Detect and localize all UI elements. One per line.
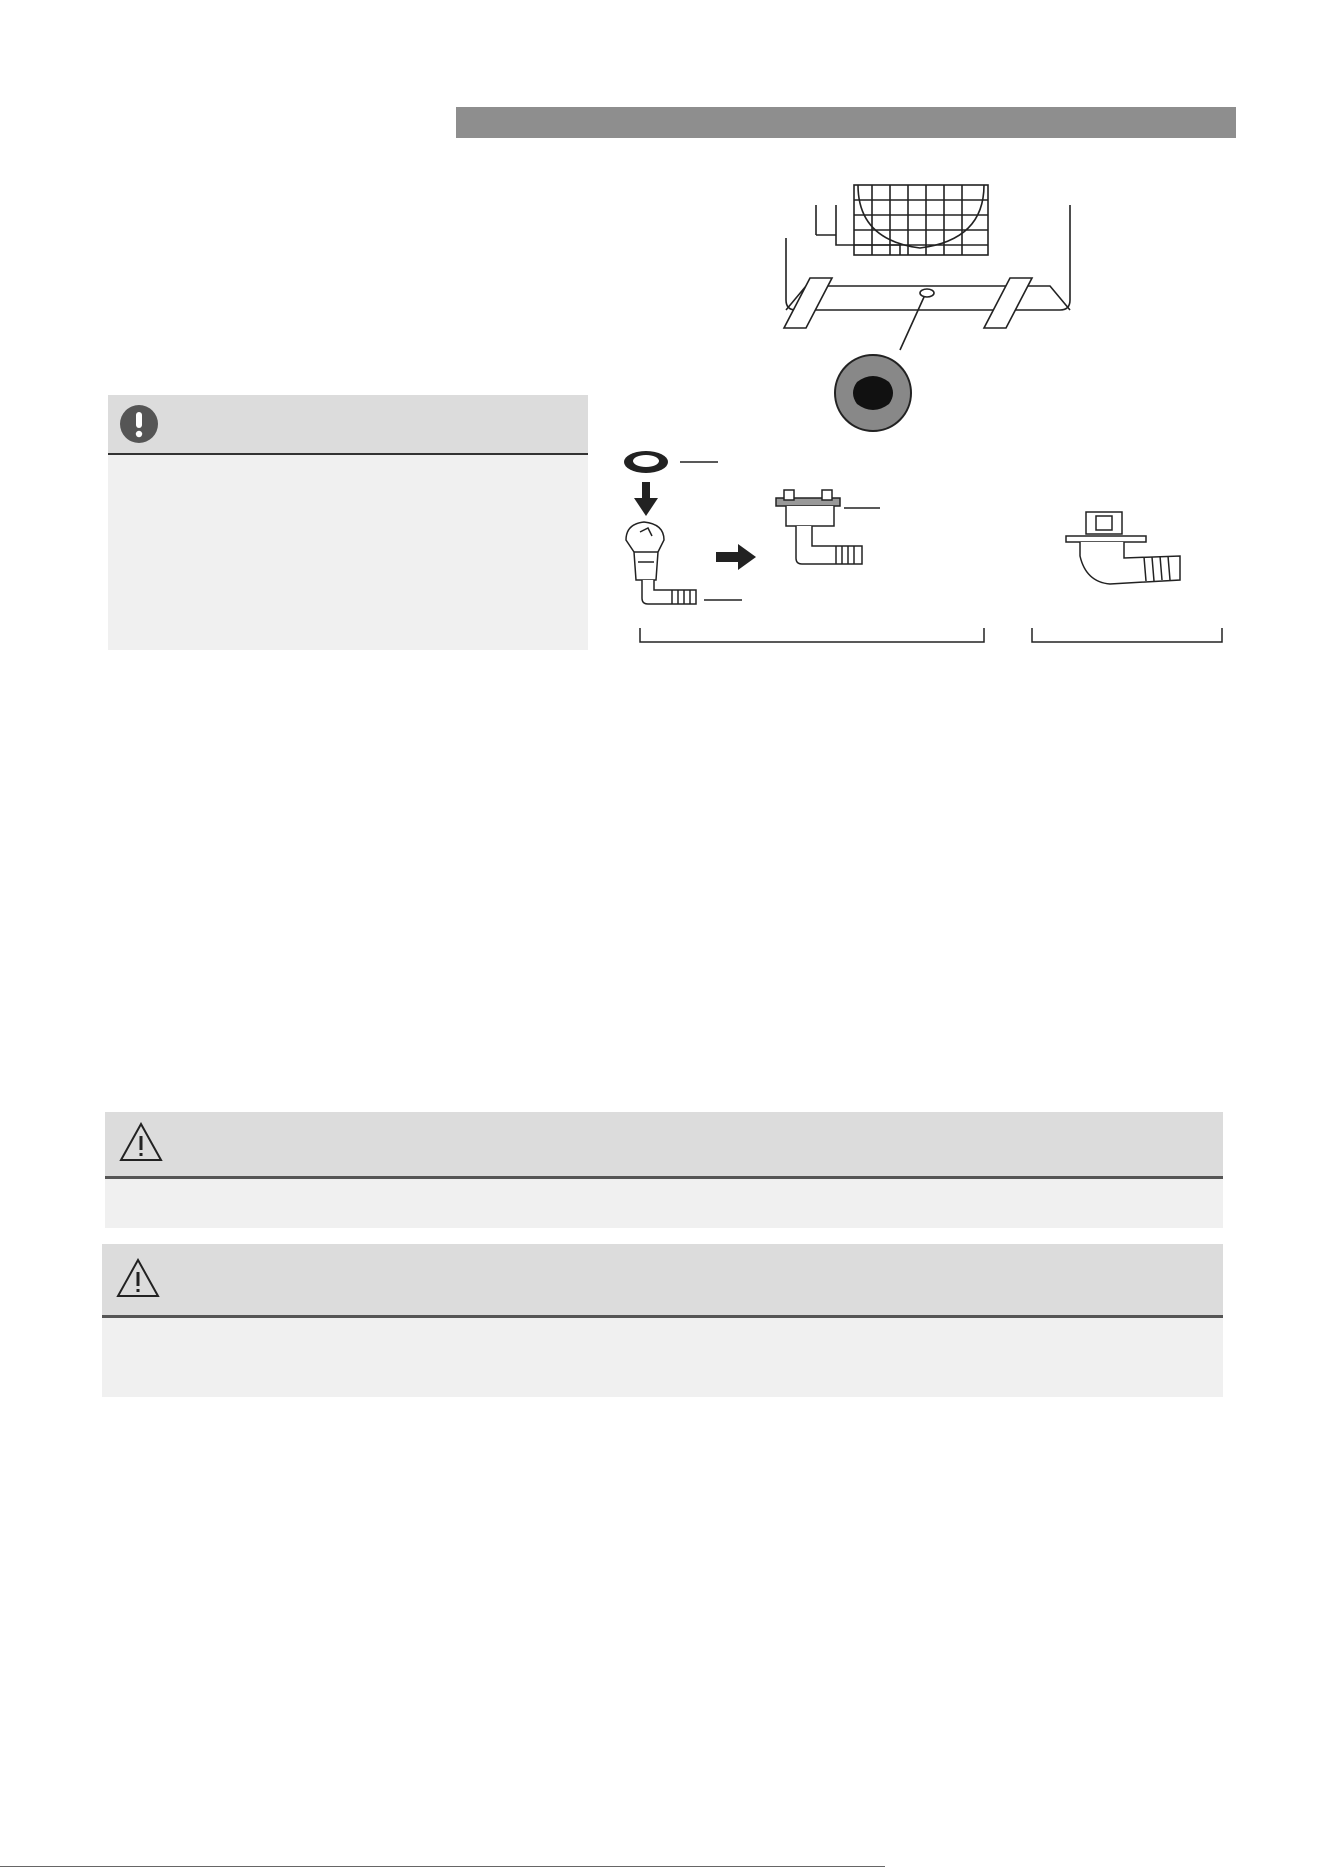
footer-rule	[0, 1866, 885, 1867]
warning-box-header	[105, 1112, 1223, 1179]
drain-joint-right	[1066, 512, 1180, 584]
drain-hole	[920, 289, 934, 297]
drain-joint-left	[626, 522, 696, 604]
note-box-header	[108, 395, 588, 455]
drain-joint-illustration	[600, 160, 1240, 660]
warning-triangle-icon	[116, 1258, 160, 1298]
warning-box-header	[102, 1244, 1223, 1318]
warning-triangle-icon	[119, 1122, 163, 1162]
fan-grille	[854, 185, 988, 255]
warning-box	[105, 1112, 1223, 1228]
exclamation-circle-icon	[119, 404, 159, 444]
bracket-left	[640, 628, 984, 642]
section-header-bar	[456, 107, 1236, 138]
down-arrow-icon	[634, 482, 658, 516]
right-arrow-icon	[716, 544, 756, 570]
warning-box	[102, 1244, 1223, 1397]
unit-body-outline	[786, 205, 1070, 310]
bracket-right	[1032, 628, 1222, 642]
note-box	[108, 395, 588, 650]
drain-joint-assembled	[776, 490, 862, 564]
